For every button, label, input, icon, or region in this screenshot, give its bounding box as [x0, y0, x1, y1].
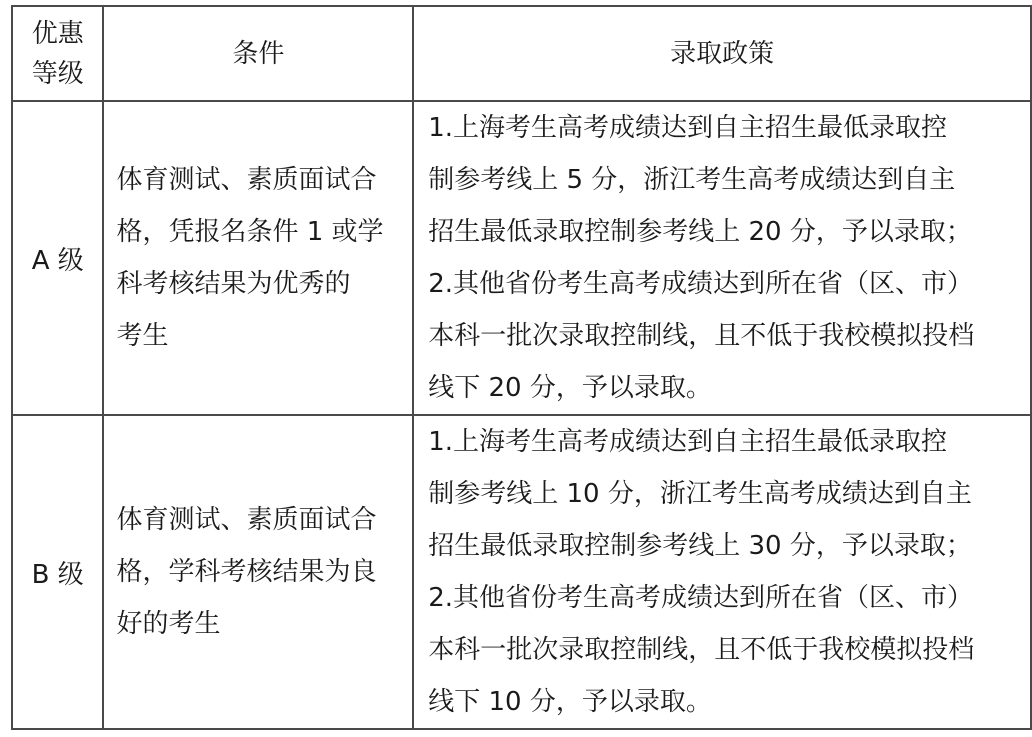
- header-policy: 录取政策: [413, 6, 1031, 101]
- table-row: [12, 101, 1031, 415]
- text-line: 科考核结果为优秀的: [116, 269, 351, 299]
- text-line: 体育测试、素质面试合: [116, 505, 377, 535]
- condition-cell: [103, 101, 413, 415]
- text-line: 招生最低录取控制参考线上 20 分，予以录取；: [428, 217, 972, 247]
- text-line: 制参考线上 5 分，浙江考生高考成绩达到自主: [428, 165, 956, 195]
- table-row: [12, 415, 1031, 729]
- header-level-line: 优惠: [31, 18, 84, 49]
- policy-cell: [413, 415, 1031, 729]
- text-line: 2.其他省份考生高考成绩达到所在省（区、市）: [428, 269, 974, 299]
- text-line: 考生: [116, 321, 169, 351]
- header-level: [12, 6, 103, 101]
- text-line: 线下 10 分，予以录取。: [428, 687, 712, 717]
- text-line: 1.上海考生高考成绩达到自主招生最低录取控: [428, 427, 948, 457]
- text-line: 制参考线上 10 分，浙江考生高考成绩达到自主: [428, 479, 972, 509]
- text-line: 格，凭报名条件 1 或学: [116, 217, 384, 247]
- level-cell: B 级: [12, 415, 103, 729]
- header-level-line: 等级: [31, 58, 84, 89]
- header-condition: 条件: [103, 6, 413, 101]
- text-line: 线下 20 分，予以录取。: [428, 373, 712, 403]
- text-line: 本科一批次录取控制线，且不低于我校模拟投档: [428, 635, 975, 665]
- condition-cell: [103, 415, 413, 729]
- text-line: 1.上海考生高考成绩达到自主招生最低录取控: [428, 113, 948, 143]
- level-cell: A 级: [12, 101, 103, 415]
- text-line: 格，学科考核结果为良: [116, 557, 377, 587]
- policy-cell: [413, 101, 1031, 415]
- admission-policy-table: [11, 5, 1032, 730]
- text-line: 招生最低录取控制参考线上 30 分，予以录取；: [428, 531, 972, 561]
- text-line: 体育测试、素质面试合: [116, 165, 377, 195]
- header-row: [12, 6, 1031, 101]
- text-line: 2.其他省份考生高考成绩达到所在省（区、市）: [428, 583, 974, 613]
- text-line: 本科一批次录取控制线，且不低于我校模拟投档: [428, 321, 975, 351]
- text-line: 好的考生: [116, 609, 221, 639]
